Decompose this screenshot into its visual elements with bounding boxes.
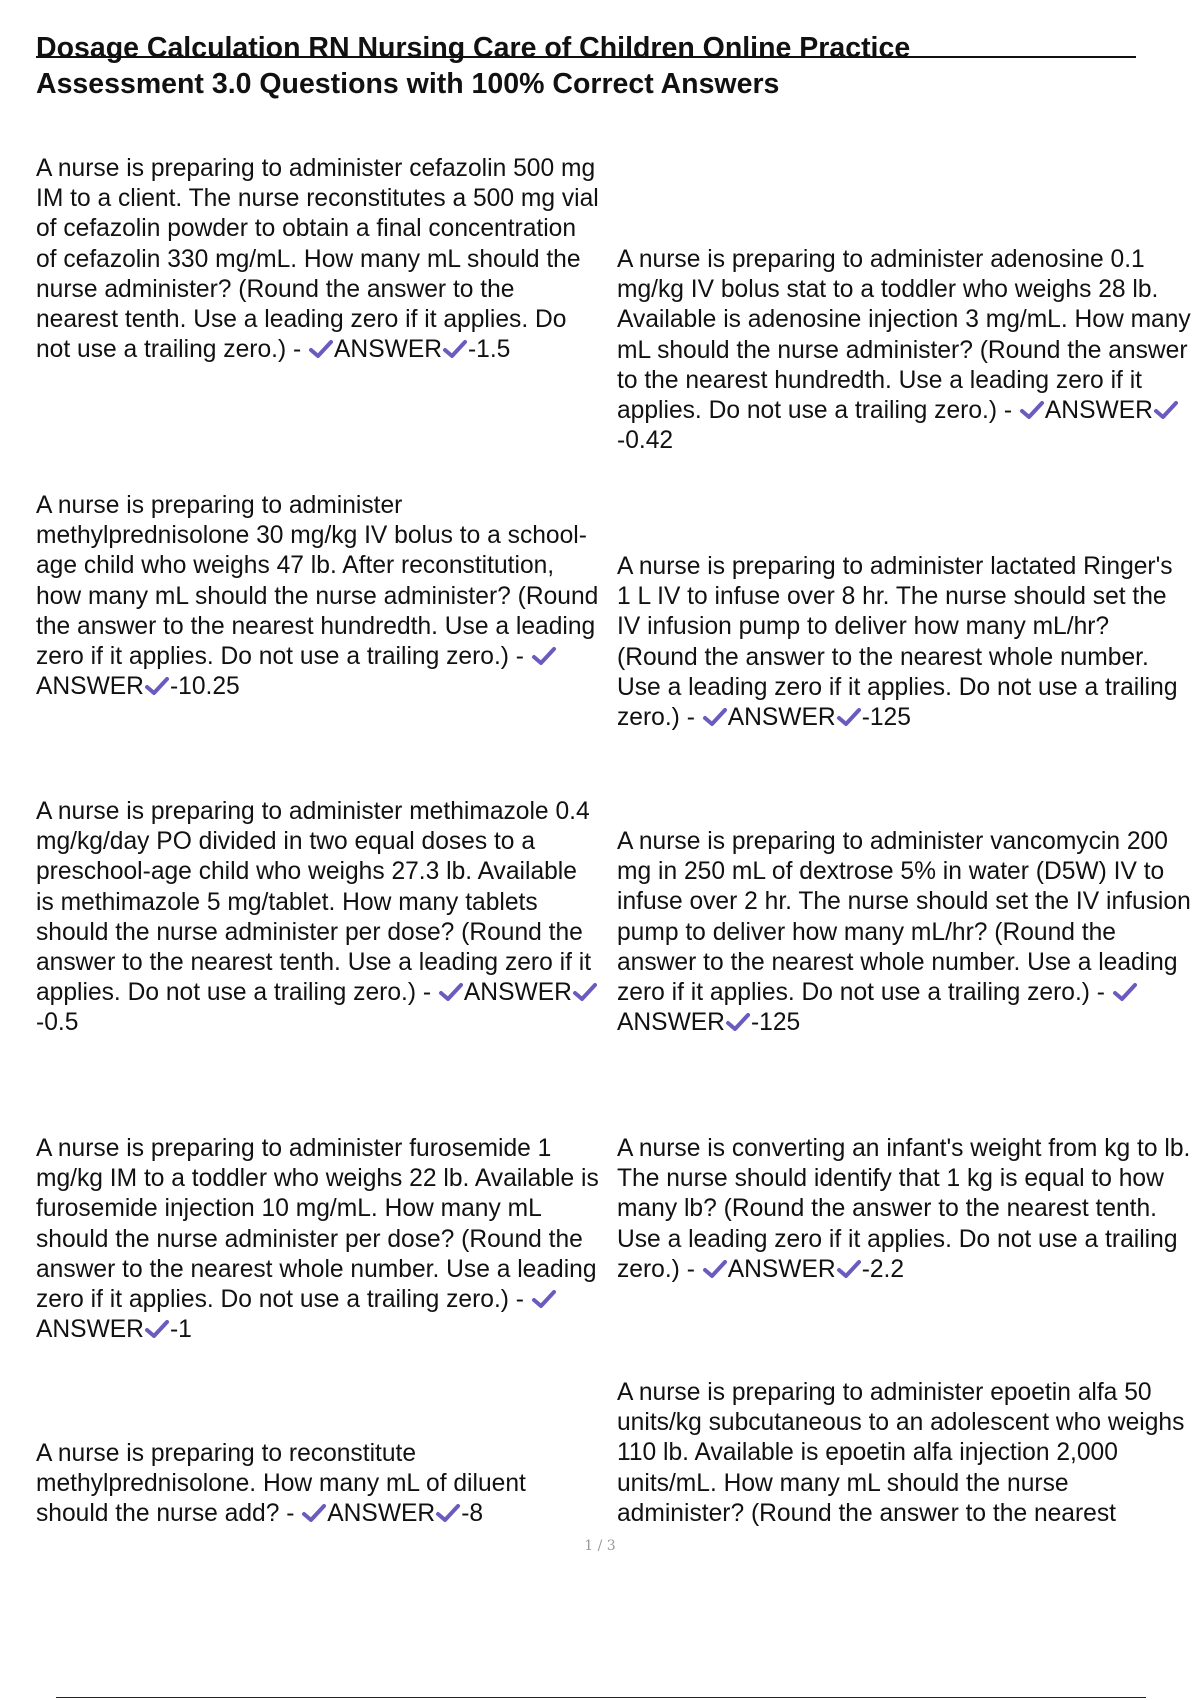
check-icon	[1112, 982, 1138, 1002]
check-icon	[438, 982, 464, 1002]
check-icon	[702, 1259, 728, 1279]
question-7	[36, 1134, 601, 1345]
check-icon	[301, 1503, 327, 1523]
answer-label: ANSWER	[36, 673, 144, 701]
question-3-text: A nurse is preparing to administer methylprednisolone 30 mg/kg IV bolus to a school-age child who weighs 47 lb. After reconstitution, how many mL should the nurse administer? (Round the answer to the nearest hundredth. Use a leading zero if it applies. Do not use a trailing zero.) -	[36, 492, 599, 671]
question-5-answer: -0.5	[36, 1009, 79, 1037]
check-icon	[836, 1259, 862, 1279]
check-icon	[531, 646, 557, 666]
question-5	[36, 797, 601, 1039]
title-rule	[36, 56, 1136, 58]
answer-label: ANSWER	[617, 1009, 725, 1037]
check-icon	[702, 707, 728, 727]
page-number: 1 / 3	[584, 1538, 616, 1554]
check-icon	[1019, 400, 1045, 420]
question-2	[617, 245, 1192, 456]
title-line-2: Assessment 3.0 Questions with 100% Correct Answers	[36, 68, 780, 100]
document-title	[36, 30, 1136, 102]
question-9-answer: -8	[461, 1500, 484, 1528]
question-7-text: A nurse is preparing to administer furosemide 1 mg/kg IM to a toddler who weighs 22 lb. Available is furosemide injection 10 mg/mL. How many mL should the nurse administer per dose? (Round the answer to the nearest whole number. Use a leading zero if it applies. Do not use a trailing zero.) -	[36, 1135, 599, 1314]
question-7-answer: -1	[169, 1316, 192, 1344]
question-1-answer: -1.5	[467, 336, 511, 364]
answer-label: ANSWER	[334, 336, 442, 364]
check-icon	[435, 1503, 461, 1523]
check-icon	[836, 707, 862, 727]
question-6-text: A nurse is preparing to administer vancomycin 200 mg in 250 mL of dextrose 5% in water (D5W) IV to infuse over 2 hr. The nurse should set the IV infusion pump to deliver how many mL/hr? (Round the answer to the nearest whole number. Use a leading zero if it applies. Do not use a trailing zero.) -	[617, 828, 1191, 1007]
question-2-text: A nurse is preparing to administer adenosine 0.1 mg/kg IV bolus stat to a toddler who weighs 28 lb. Available is adenosine injection 3 mg/mL. How many mL should the nurse administer? (Round the answer to the nearest hundredth. Use a leading zero if it applies. Do not use a trailing zero.) -	[617, 246, 1191, 425]
question-4-text: A nurse is preparing to administer lactated Ringer's 1 L IV to infuse over 8 hr. The nurse should set the IV infusion pump to deliver how many mL/hr? (Round the answer to the nearest whole number. Use a leading zero if it applies. Do not use a trailing zero.) -	[617, 553, 1178, 732]
question-9-text: A nurse is preparing to reconstitute methylprednisolone. How many mL of diluent should the nurse add? -	[36, 1440, 526, 1528]
question-3-answer: -10.25	[169, 673, 240, 701]
answer-label: ANSWER	[36, 1316, 144, 1344]
page-bottom-rule	[56, 1697, 1146, 1698]
check-icon	[308, 339, 334, 359]
check-icon	[442, 339, 468, 359]
answer-label: ANSWER	[463, 979, 572, 1007]
check-icon	[725, 1012, 751, 1032]
question-6	[617, 827, 1192, 1038]
question-9	[36, 1439, 601, 1530]
answer-label: ANSWER	[327, 1500, 436, 1528]
answer-label: ANSWER	[727, 1255, 836, 1283]
question-10-text: A nurse is preparing to administer epoetin alfa 50 units/kg subcutaneous to an adolescent who weighs 110 lb. Available is epoetin alfa injection 2,000 units/mL. How many mL should the nurse administer? (Round the answer to the nearest	[617, 1379, 1185, 1527]
check-icon	[144, 676, 170, 696]
question-8	[617, 1134, 1192, 1285]
check-icon	[144, 1319, 170, 1339]
title-line-1: Dosage Calculation RN Nursing Care of Children Online Practice	[36, 32, 911, 64]
question-1-text: A nurse is preparing to administer cefazolin 500 mg IM to a client. The nurse reconstitutes a 500 mg vial of cefazolin powder to obtain a final concentration of cefazolin 330 mg/mL. How many mL should the nurse administer? (Round the answer to the nearest tenth. Use a leading zero if it applies. Do not use a trailing zero.) -	[36, 155, 599, 364]
question-10	[617, 1378, 1192, 1529]
question-4-answer: -125	[861, 704, 911, 732]
check-icon	[572, 982, 598, 1002]
check-icon	[1153, 400, 1179, 420]
question-2-answer: -0.42	[617, 427, 674, 455]
answer-label: ANSWER	[1044, 397, 1153, 425]
answer-label: ANSWER	[727, 704, 836, 732]
check-icon	[531, 1289, 557, 1309]
question-8-text: A nurse is converting an infant's weight from kg to lb. The nurse should identify that 1 kg is equal to how many lb? (Round the answer to the nearest tenth. Use a leading zero if it applies. Do not use a trailing zero.) -	[617, 1135, 1191, 1283]
question-4	[617, 552, 1192, 733]
question-3	[36, 491, 601, 702]
question-5-text: A nurse is preparing to administer methimazole 0.4 mg/kg/day PO divided in two equal doses to a preschool-age child who weighs 27.3 lb. Available is methimazole 5 mg/tablet. How many tablets should the nurse administer per dose? (Round the answer to the nearest tenth. Use a leading zero if it applies. Do not use a trailing zero.) -	[36, 798, 592, 1007]
question-8-answer: -2.2	[861, 1255, 905, 1283]
question-6-answer: -125	[750, 1009, 801, 1037]
question-1	[36, 154, 601, 365]
